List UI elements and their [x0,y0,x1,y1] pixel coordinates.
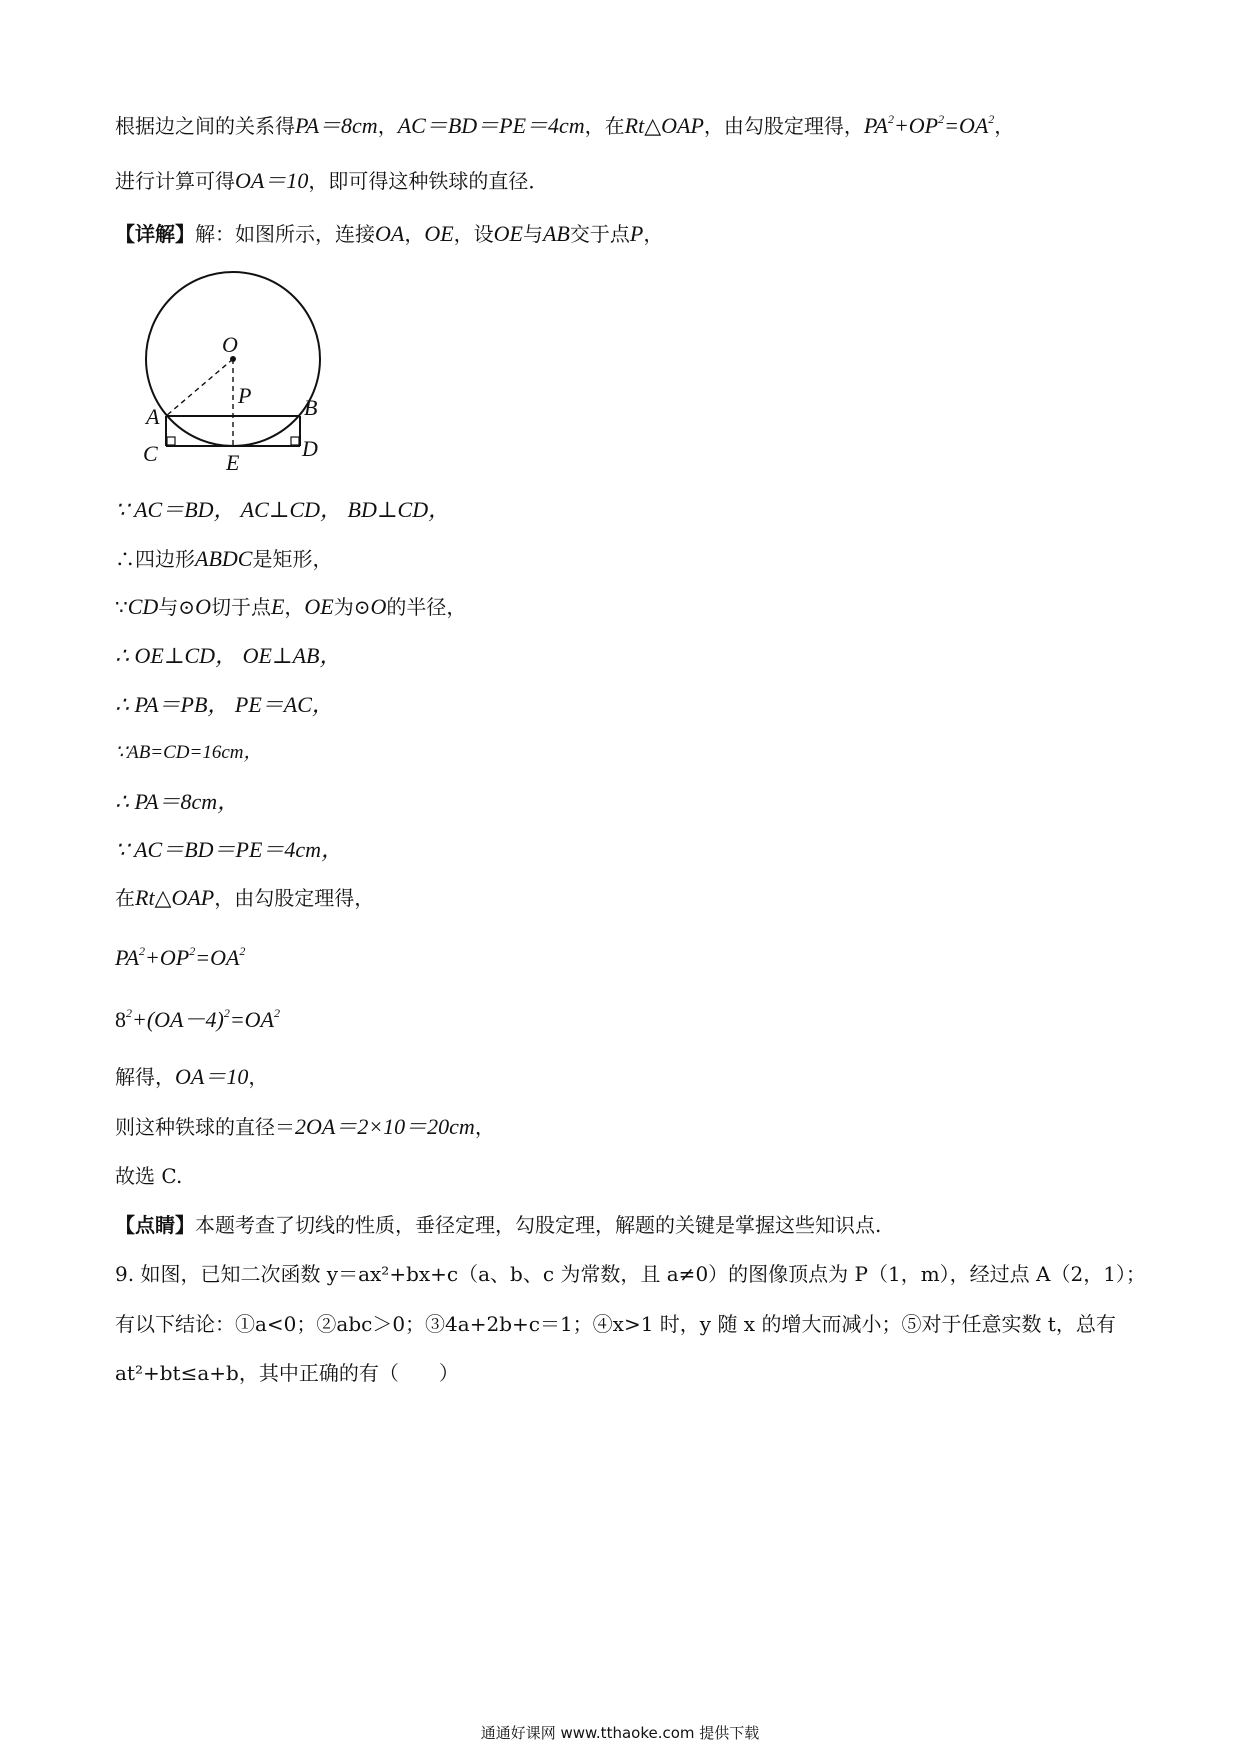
text-line-4: ∵ AC＝BD， AC⊥CD， BD⊥CD， [115,497,451,522]
superscript: 2 [887,112,894,126]
math-expr: O [195,594,211,619]
text-line-7: ∴ OE⊥CD， OE⊥AB， [115,643,342,668]
text-seg: ， [377,114,398,138]
superscript: 2 [223,1006,230,1020]
text-line-13 [115,944,245,972]
math-part: +OP [145,945,190,970]
text-line-2 [115,167,548,195]
text-line-16 [115,1113,495,1141]
text-seg: ， [643,222,664,246]
text-seg: ， [994,114,1015,138]
superscript: 2 [274,1006,280,1020]
math-part: +OP [893,113,939,138]
text-line-15 [115,1063,268,1091]
superscript: 2 [139,944,146,958]
text-seg: ， [284,595,305,619]
math-expr [864,113,994,138]
label-p: P [238,383,252,408]
question-9-line-2: 有以下结论：①a<0；②abc＞0；③4a+2b+c＝1；④x>1 时，y 随 x 的增大而减小；⑤对于任意实数 t，总有 [115,1312,1116,1336]
right-angle-d [291,437,299,445]
text-seg: ∵ [115,595,128,619]
text-line-12 [115,884,374,912]
geometry-figure [130,270,350,480]
math-part: =OA [195,945,240,970]
text-seg: 与 [522,222,543,246]
text-line-9: ∵AB=CD=16cm， [115,742,263,763]
text-seg: 是矩形， [252,547,333,571]
text-seg: ，在 [584,114,625,138]
math-expr: Rt△OAP [624,113,704,138]
math-expr: P [629,221,644,246]
math-expr: CD [127,594,159,619]
math-expr: OA＝10 [175,1064,249,1089]
math-expr: OE [493,221,523,246]
text-line-3 [115,220,663,248]
text-seg: 进行计算可得 [115,169,235,193]
superscript: 2 [239,944,246,958]
math-expr: E [270,594,285,619]
text-line-8: ∴ PA＝PB， PE＝AC， [115,692,334,717]
text-seg: ，即可得这种铁球的直径． [308,169,549,193]
math-expr: OE [424,221,454,246]
text-seg: 根据边之间的关系得 [115,114,295,138]
text-line-18 [115,1211,881,1239]
text-seg: 交于点 [569,222,630,246]
text-seg: 则这种铁球的直径＝ [115,1115,295,1139]
text-seg: ∴四边形 [115,547,195,571]
math-part: PA [863,113,888,138]
text-line-1 [115,112,1014,140]
math-expr: OA＝10 [235,168,309,193]
math-part: PA [115,945,140,970]
superscript: 2 [126,1006,132,1020]
math-part: 8 [115,1007,126,1032]
text-line-17: 故选 C. [115,1164,183,1188]
text-line-14 [115,1006,280,1034]
text-seg: 解得， [115,1065,175,1089]
segment-oa [166,359,233,416]
text-seg: 解：如图所示，连接 [195,222,375,246]
superscript: 2 [988,112,995,126]
text-seg: ， [248,1065,269,1089]
text-seg: 为⊙ [333,595,371,619]
text-seg: 的半径， [386,595,467,619]
text-line-6 [115,593,466,621]
math-expr: AB [542,221,570,246]
text-seg: ，设 [453,222,494,246]
math-part: =OA [229,1007,274,1032]
label-e: E [226,450,240,475]
superscript: 2 [938,112,945,126]
text-seg: 与⊙ [158,595,196,619]
math-expr: OA [375,221,405,246]
math-expr: AC＝BD＝PE＝4cm [397,113,585,138]
math-expr: OE [304,594,334,619]
text-seg: 本题考查了切线的性质，垂径定理，勾股定理，解题的关键是掌握这些知识点. [195,1213,882,1237]
label-d: D [302,436,318,461]
math-expr: Rt△OAP [135,885,215,910]
math-expr: O [370,594,387,619]
label-a: A [146,404,160,429]
math-expr: PA＝8cm [295,113,378,138]
right-angle-c [167,437,175,445]
text-seg: ，由勾股定理得， [703,114,864,138]
math-part: =OA [944,113,989,138]
text-line-10: ∴ PA＝8cm， [115,789,240,814]
text-line-11: ∵ AC＝BD＝PE＝4cm， [115,837,344,862]
text-line-5 [115,545,332,573]
section-tag: 【点睛】 [115,1213,195,1237]
math-part: +(OA－4) [132,1007,224,1032]
text-seg: ，由勾股定理得， [214,886,375,910]
label-o: O [222,332,238,357]
math-expr: 2OA＝2×10＝20cm [295,1114,475,1139]
label-c: C [143,441,158,466]
text-seg: 在 [115,886,135,910]
question-9-line-1: 9. 如图，已知二次函数 y＝ax²+bx+c（a、b、c 为常数，且 a≠0）的图像顶点为 P（1，m），经过点 A（2，1）； [115,1262,1146,1286]
label-b: B [304,395,318,420]
text-seg: ， [474,1115,495,1139]
text-seg: ， [404,222,425,246]
page-footer: 通通好课网 www.tthaoke.com 提供下载 [480,1724,760,1742]
section-tag: 【详解】 [115,222,195,246]
math-expr: ABDC [195,546,253,571]
superscript: 2 [189,944,196,958]
text-seg: 切于点 [210,595,271,619]
question-9-line-3: at²+bt≤a+b，其中正确的有（ ） [115,1361,459,1385]
